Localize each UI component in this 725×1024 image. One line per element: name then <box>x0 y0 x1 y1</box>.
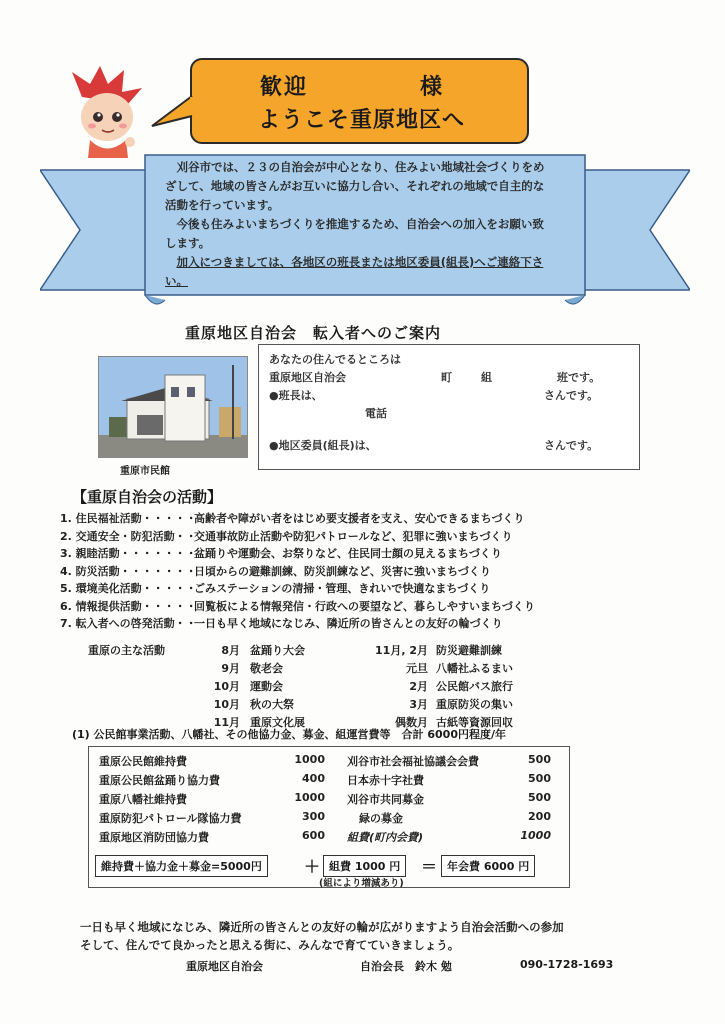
fee-amount: 1000 <box>520 829 551 842</box>
fee-label: 重原公民館維持費 <box>99 755 187 768</box>
schedule-event: 重原文化展 <box>250 716 305 729</box>
schedule-month: 10月 <box>213 698 240 711</box>
section-title: 重原地区自治会 転入者へのご案内 <box>185 324 442 342</box>
list-item <box>60 563 680 581</box>
fee-label: 日本赤十字社費 <box>347 774 424 787</box>
fee-label: 緑の募金 <box>359 812 403 825</box>
fee-label: 重原公民館盆踊り協力費 <box>99 774 220 787</box>
schedule-event: 重原防災の集い <box>436 698 513 711</box>
formula-maintenance-total: 維持費＋協力金＋募金=5000円 <box>95 855 268 877</box>
closing-line-2: そして、住んでて良かったと思える街に、みんなで育てていきましょう。 <box>80 938 460 952</box>
activity-name: 5. 環境美化活動・・・・・ <box>60 582 197 595</box>
fee-label: 重原八幡社維持費 <box>99 793 187 806</box>
closing-line-1: 一日も早く地域になじみ、隣近所の皆さんとの友好の輪が広がりますよう自治会活動への参加 <box>80 920 564 934</box>
schedule-event: 防災避難訓練 <box>436 644 502 657</box>
photo-caption: 重原市民館 <box>120 466 170 477</box>
fee-amount: 1000 <box>294 753 325 766</box>
fees-box <box>88 746 570 888</box>
schedule-event: 盆踊り大会 <box>250 644 305 657</box>
fee-label: 重原地区消防団協力費 <box>99 831 209 844</box>
han-leader-suffix: さんです。 <box>544 389 599 402</box>
activity-desc: 日頃からの避難訓練、防災訓練など、災害に強いまちづくり <box>194 564 491 578</box>
fee-amount: 600 <box>302 829 325 842</box>
activity-desc: 高齢者や障がい者をはじめ要支援者を支え、安心できるまちづくり <box>194 512 525 525</box>
fee-label: 組費(町内会費) <box>347 831 424 844</box>
address-town-label: 町 <box>441 371 452 384</box>
activity-desc: 交通事故防止活動や防犯パトロールなど、犯罪に強いまちづくり <box>194 529 513 543</box>
activity-name: 1. 住民福祉活動・・・・・ <box>60 512 197 525</box>
address-association: 重原地区自治会 <box>269 371 346 384</box>
schedule-event: 運動会 <box>250 680 283 693</box>
activity-name: 7. 転入者への啓発活動・・ <box>60 617 197 630</box>
activities-title: 【重原自治会の活動】 <box>72 488 223 506</box>
fee-amount: 500 <box>528 753 551 766</box>
fee-label: 刈谷市社会福祉協議会会費 <box>347 755 479 768</box>
phone-label: 電話 <box>365 407 387 420</box>
formula-group-fee: 組費 1000 円 <box>323 855 406 877</box>
community-hall-photo <box>98 356 248 458</box>
equals-sign: ＝ <box>421 857 438 876</box>
schedule-month: 偶数月 <box>395 716 428 729</box>
greeting-line-1 <box>260 70 445 101</box>
activities-list <box>60 510 680 633</box>
schedule-month: 11月, 2月 <box>375 644 428 657</box>
schedule-month: 9月 <box>221 662 240 675</box>
greeting-sama: 様 <box>420 75 445 100</box>
list-item <box>60 598 680 616</box>
schedule-event: 公民館バス旅行 <box>436 680 513 693</box>
fee-amount: 400 <box>302 772 325 785</box>
han-leader-label: ●班長は、 <box>269 389 323 402</box>
fee-amount: 500 <box>528 772 551 785</box>
signature-org: 重原地区自治会 <box>186 960 263 973</box>
activity-name: 2. 交通安全・防犯活動・・ <box>60 529 197 543</box>
schedule-event: 秋の大祭 <box>250 698 294 711</box>
intro-paragraph-3 <box>165 253 555 291</box>
list-item <box>60 510 680 528</box>
intro-paragraph-2: 今後も住みよいまちづくりを推進するため、自治会への加入をお願い致します。 <box>165 217 544 250</box>
formula-annual-fee: 年会費 6000 円 <box>441 855 535 877</box>
activity-name: 4. 防災活動・・・・・・・ <box>60 564 197 578</box>
bubble-tail <box>150 92 200 132</box>
schedule-month: 8月 <box>221 644 240 657</box>
schedule-event: 八幡社ふるまい <box>436 662 513 675</box>
greeting-welcome: 歓迎 <box>260 75 309 100</box>
schedule-month: 10月 <box>213 680 240 693</box>
activity-desc: 回覧板による情報発信・行政への要望など、暮らしやすいまちづくり <box>194 599 535 613</box>
closing-message <box>80 918 680 954</box>
fee-amount: 200 <box>528 810 551 823</box>
intro-contact-note: 加入につきましては、各地区の班長または地区委員(組長)へご連絡下さい。 <box>165 255 544 288</box>
address-group-label: 組 <box>481 371 492 384</box>
fee-label: 重原防犯パトロール隊協力費 <box>99 812 242 825</box>
district-member-suffix: さんです。 <box>544 439 599 452</box>
activity-name: 6. 情報提供活動・・・・・ <box>60 599 197 613</box>
list-item <box>60 615 680 633</box>
fee-amount: 1000 <box>294 791 325 804</box>
fees-heading: (1) 公民館事業活動、八幡社、その他協力金、募金、組運営費等 合計 6000円程度/年 <box>72 728 506 741</box>
plus-sign: ＋ <box>304 857 321 876</box>
district-member-label: ●地区委員(組長)は、 <box>269 439 377 452</box>
schedule-month: 2月 <box>409 680 428 693</box>
schedule-event: 古紙等資源回収 <box>436 716 513 729</box>
activity-desc: 一日も早く地域になじみ、隣近所の皆さんとの友好の輪づくり <box>194 617 503 630</box>
intro-text <box>165 158 555 291</box>
schedule-event: 敬老会 <box>250 662 283 675</box>
greeting-line-2: ようこそ重原地区へ <box>258 108 466 133</box>
activity-name: 3. 親睦活動・・・・・・・ <box>60 547 197 560</box>
address-box <box>258 344 640 470</box>
fee-amount: 300 <box>302 810 325 823</box>
signature-title: 自治会長 鈴木 勉 <box>360 960 452 973</box>
signature-phone: 090-1728-1693 <box>520 958 614 971</box>
group-fee-note: (組により増減あり) <box>319 878 404 889</box>
intro-paragraph-1: 刈谷市では、２３の自治会が中心となり、住みよい地域社会づくりをめざして、地域の皆さんがお互いに協力し合い、それぞれの地域で自主的な活動を行っています。 <box>165 160 545 212</box>
list-item <box>60 545 680 563</box>
fee-amount: 500 <box>528 791 551 804</box>
mascot-illustration <box>62 62 152 162</box>
schedule-label: 重原の主な活動 <box>88 644 165 657</box>
address-han-label: 班です。 <box>557 371 601 384</box>
schedule-month: 11月 <box>213 716 240 729</box>
schedule-month: 元旦 <box>406 662 428 675</box>
activity-desc: 盆踊りや運動会、お祭りなど、住民同士顔の見えるまちづくり <box>194 547 502 560</box>
address-intro: あなたの住んでるところは <box>269 353 401 366</box>
list-item <box>60 528 680 546</box>
schedule-month: 3月 <box>409 698 428 711</box>
list-item <box>60 580 680 598</box>
activity-desc: ごみステーションの清掃・管理、きれいで快適なまちづくり <box>194 582 491 595</box>
fee-label: 刈谷市共同募金 <box>347 793 424 806</box>
